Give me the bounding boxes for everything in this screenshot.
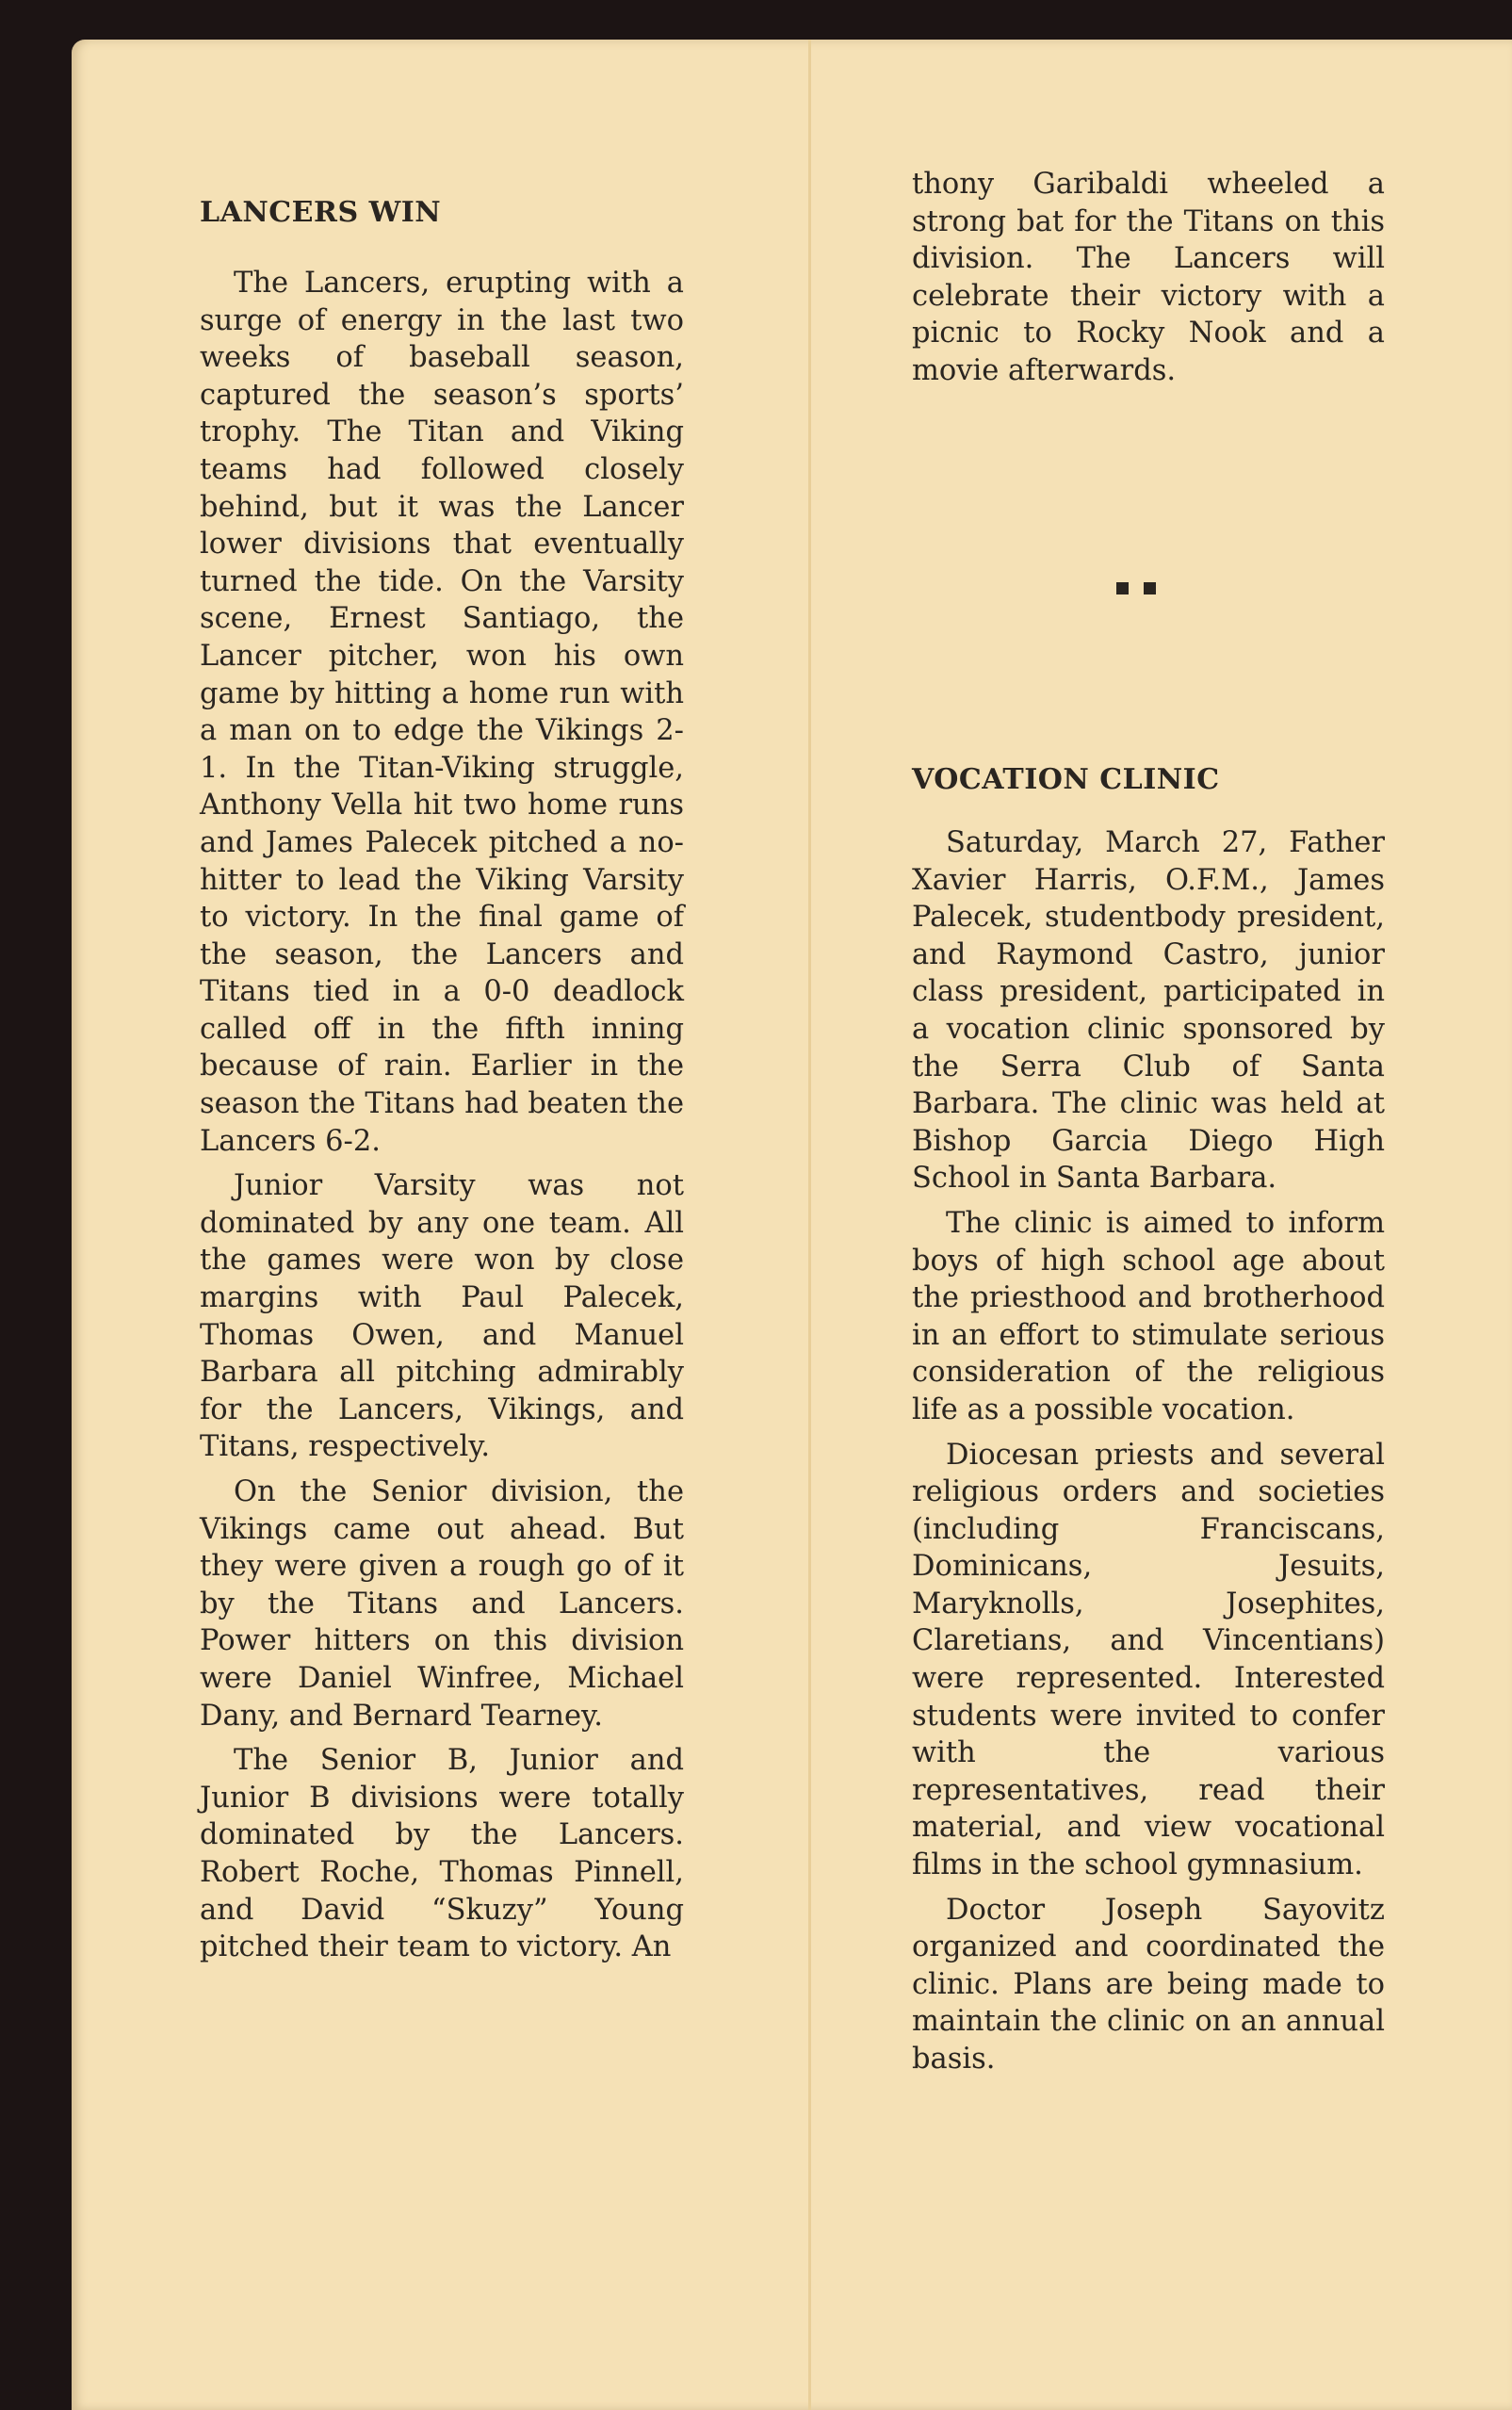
vocation-article-title: VOCATION CLINIC [912,763,1220,796]
lancers-article-title: LANCERS WIN [200,196,442,229]
section-divider-icon [1116,580,1192,599]
vocation-paragraph-1: Saturday, March 27, Father Xavier Harris, O.F.M., James Palecek, studentbody president, and Raymond Castro, junior class president, participated in a vocation clinic sponsored by the Serra Club of Santa Barbara. The clinic was held at Bishop Garcia Diego High School in Santa Barbara. [912,826,1385,1196]
vocation-article [912,763,1385,2086]
divider-square-2 [1144,582,1156,594]
lancers-paragraph-4: The Senior B, Junior and Junior B divisions were totally dominated by the Lancers. Robert Roche, Thomas Pinnell, and David “Skuzy” Young pitched their team to victory. An [200,1744,684,1964]
lancers-continuation-text: thony Garibaldi wheeled a strong bat for the Titans on this division. The Lancers will celebrate their victory with a picnic to Rocky Nook and a movie afterwards. [912,168,1385,387]
lancers-paragraph-1: The Lancers, erupting with a surge of energy in the last two weeks of baseball season, captured the season’s sports’ trophy. The Titan and Viking teams had followed closely behind, but it was the Lancer lower divisions that eventually turned the tide. On the Varsity scene, Ernest Santiago, the Lancer pitcher, won his own game by hitting a home run with a man on to edge the Vikings 2-1. In the Titan-Viking struggle, Anthony Vella hit two home runs and James Palecek pitched a no-hitter to lead the Viking Varsity to victory. In the final game of the season, the Lancers and Titans tied in a 0-0 deadlock called off in the fifth inning because of rain. Earlier in the season the Titans had beaten the Lancers 6-2. [200,267,684,1158]
lancers-paragraph-2: Junior Varsity was not dominated by any one team. All the games were won by close margins with Paul Palecek, Thomas Owen, and Manuel Barbara all pitching admirably for the Lancers, Vikings, and Titans, respectively. [200,1169,684,1464]
page-fold-line [808,40,811,2410]
lancers-article [200,196,684,1974]
divider-square-1 [1116,582,1129,594]
lancers-paragraph-3: On the Senior division, the Vikings came out ahead. But they were given a rough go of it by the Titans and Lancers. Power hitters on this division were Daniel Winfree, Michael Dany, and Bernard Tearney. [200,1475,684,1733]
lancers-article-continuation [912,166,1385,398]
vocation-paragraph-3: Diocesan priests and several religious orders and societies (including Franciscans, Dominicans, Jesuits, Maryknolls, Josephites, Claretians, and Vincentians) were represented. Interested students were invited to confer with the various representatives, read their material, and view vocational films in the school gymnasium. [912,1438,1385,1882]
vocation-paragraph-4: Doctor Joseph Sayovitz organized and coordinated the clinic. Plans are being made to maintain the clinic on an annual basis. [912,1893,1385,2076]
vocation-paragraph-2: The clinic is aimed to inform boys of high school age about the priesthood and brotherhood in an effort to stimulate serious consideration of the religious life as a possible vocation. [912,1206,1385,1426]
